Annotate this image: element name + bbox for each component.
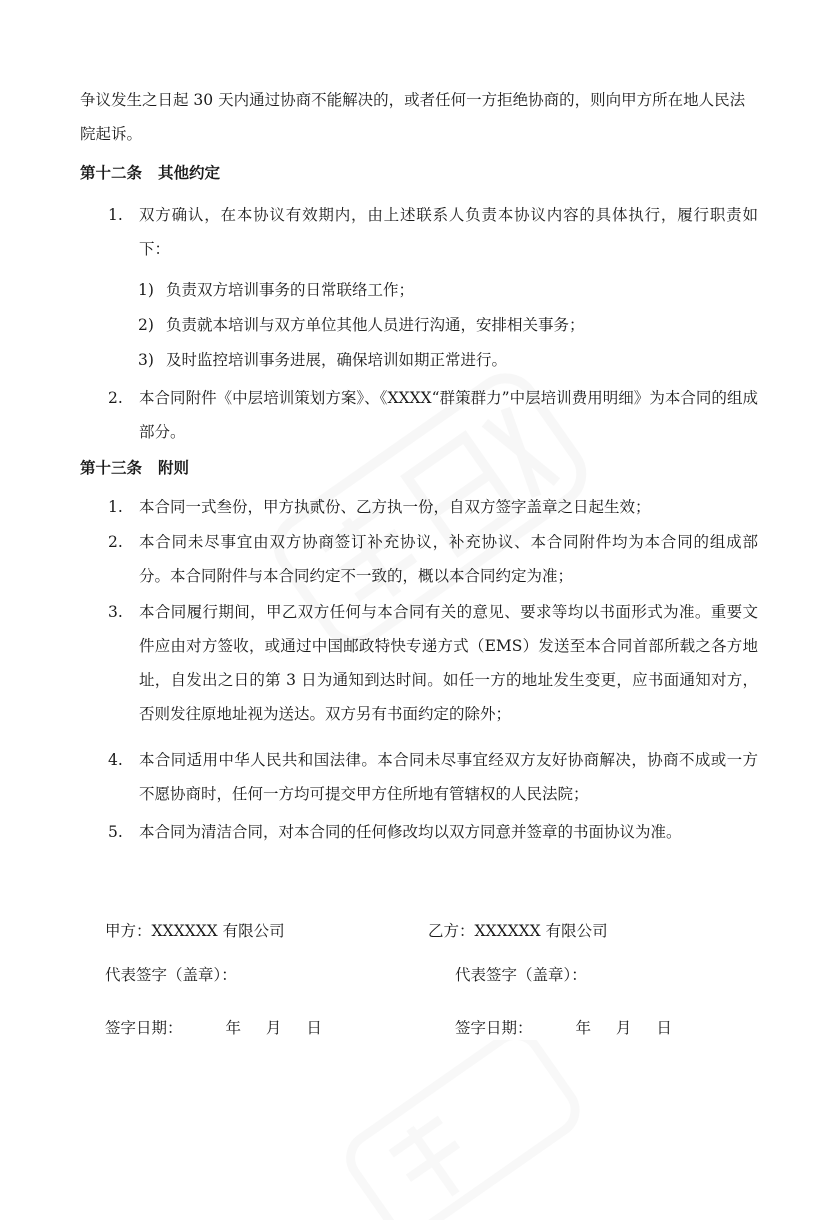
month-label: 月 bbox=[615, 1019, 632, 1037]
month-label: 月 bbox=[265, 1019, 282, 1037]
subitem-number: 3) bbox=[138, 351, 154, 369]
article-13-title: 附则 bbox=[158, 458, 190, 477]
date-label: 签字日期： bbox=[105, 1019, 183, 1037]
article-12-title: 其他约定 bbox=[158, 163, 221, 182]
subitem-number: 1) bbox=[138, 281, 154, 299]
date-label: 签字日期： bbox=[455, 1019, 533, 1037]
article-13-number: 第十三条 bbox=[80, 458, 143, 477]
party-b-representative-label: 代表签字（盖章）： bbox=[455, 966, 587, 984]
item-number: 2. bbox=[108, 389, 123, 407]
party-a-name: 甲方：XXXXXX 有限公司 bbox=[105, 922, 285, 940]
article-13-item bbox=[108, 490, 758, 524]
party-a-representative-label: 代表签字（盖章）： bbox=[105, 966, 237, 984]
day-label: 日 bbox=[306, 1019, 322, 1037]
day-label: 日 bbox=[656, 1019, 672, 1037]
party-b-signing-date bbox=[455, 1013, 672, 1043]
article-12-subitem bbox=[138, 273, 758, 307]
article-12-item bbox=[108, 381, 758, 449]
item-text: 本合同履行期间，甲乙双方任何与本合同有关的意见、要求等均以书面形式为准。重要文件应由对方签收，或通过中国邮政特快专递方式（EMS）发送至本合同首部所载之各方地址，自发出之日的第 3 日为通知到达时间。如任一方的地址发生变更，应书面通知对方，否则发往原地址视为送达。双方另有书面约定的除外； bbox=[139, 603, 758, 723]
item-number: 1. bbox=[108, 498, 123, 516]
article-13-item bbox=[108, 595, 758, 731]
subitem-text: 负责就本培训与双方单位其他人员进行沟通，安排相关事务； bbox=[166, 316, 585, 334]
party-b-name: 乙方：XXXXXX 有限公司 bbox=[428, 922, 608, 940]
article-12-heading bbox=[80, 158, 220, 188]
article-13-item bbox=[108, 525, 758, 593]
item-number: 4. bbox=[108, 751, 123, 769]
year-label: 年 bbox=[575, 1019, 591, 1037]
article-13-heading bbox=[80, 453, 189, 483]
article-12-subitem bbox=[138, 343, 758, 377]
item-text: 本合同未尽事宜由双方协商签订补充协议，补充协议、本合同附件均为本合同的组成部分。本合同附件与本合同约定不一致的，概以本合同约定为准； bbox=[139, 533, 758, 585]
article-13-item bbox=[108, 815, 758, 849]
subitem-number: 2) bbox=[138, 316, 154, 334]
subitem-text: 负责双方培训事务的日常联络工作； bbox=[166, 281, 415, 299]
article-12-subitem bbox=[138, 308, 758, 342]
article-12-number: 第十二条 bbox=[80, 163, 143, 182]
item-number: 3. bbox=[108, 603, 123, 621]
dispute-clause-paragraph: 争议发生之日起 30 天内通过协商不能解决的，或者任何一方拒绝协商的，则向甲方所在地人民法院起诉。 bbox=[80, 91, 746, 143]
article-13-item bbox=[108, 743, 758, 811]
year-label: 年 bbox=[225, 1019, 241, 1037]
watermark-fragment-icon bbox=[330, 1040, 590, 1220]
party-a-signing-date bbox=[105, 1013, 322, 1043]
item-text: 本合同附件《中层培训策划方案》、《XXXX“群策群力”中层培训费用明细》为本合同的组成部分。 bbox=[139, 389, 758, 441]
item-text: 本合同一式叁份，甲方执贰份、乙方执一份，自双方签字盖章之日起生效； bbox=[139, 498, 651, 516]
item-text: 本合同适用中华人民共和国法律。本合同未尽事宜经双方友好协商解决，协商不成或一方不愿协商时，任何一方均可提交甲方住所地有管辖权的人民法院； bbox=[139, 751, 758, 803]
item-text: 双方确认，在本协议有效期内，由上述联系人负责本协议内容的具体执行，履行职责如下： bbox=[139, 206, 758, 258]
item-number: 2. bbox=[108, 533, 123, 551]
item-number: 1. bbox=[108, 206, 123, 224]
item-text: 本合同为清洁合同，对本合同的任何修改均以双方同意并签章的书面协议为准。 bbox=[139, 823, 682, 841]
article-12-item bbox=[108, 198, 758, 266]
subitem-text: 及时监控培训事务进展，确保培训如期正常进行。 bbox=[166, 351, 508, 369]
item-number: 5. bbox=[108, 823, 123, 841]
